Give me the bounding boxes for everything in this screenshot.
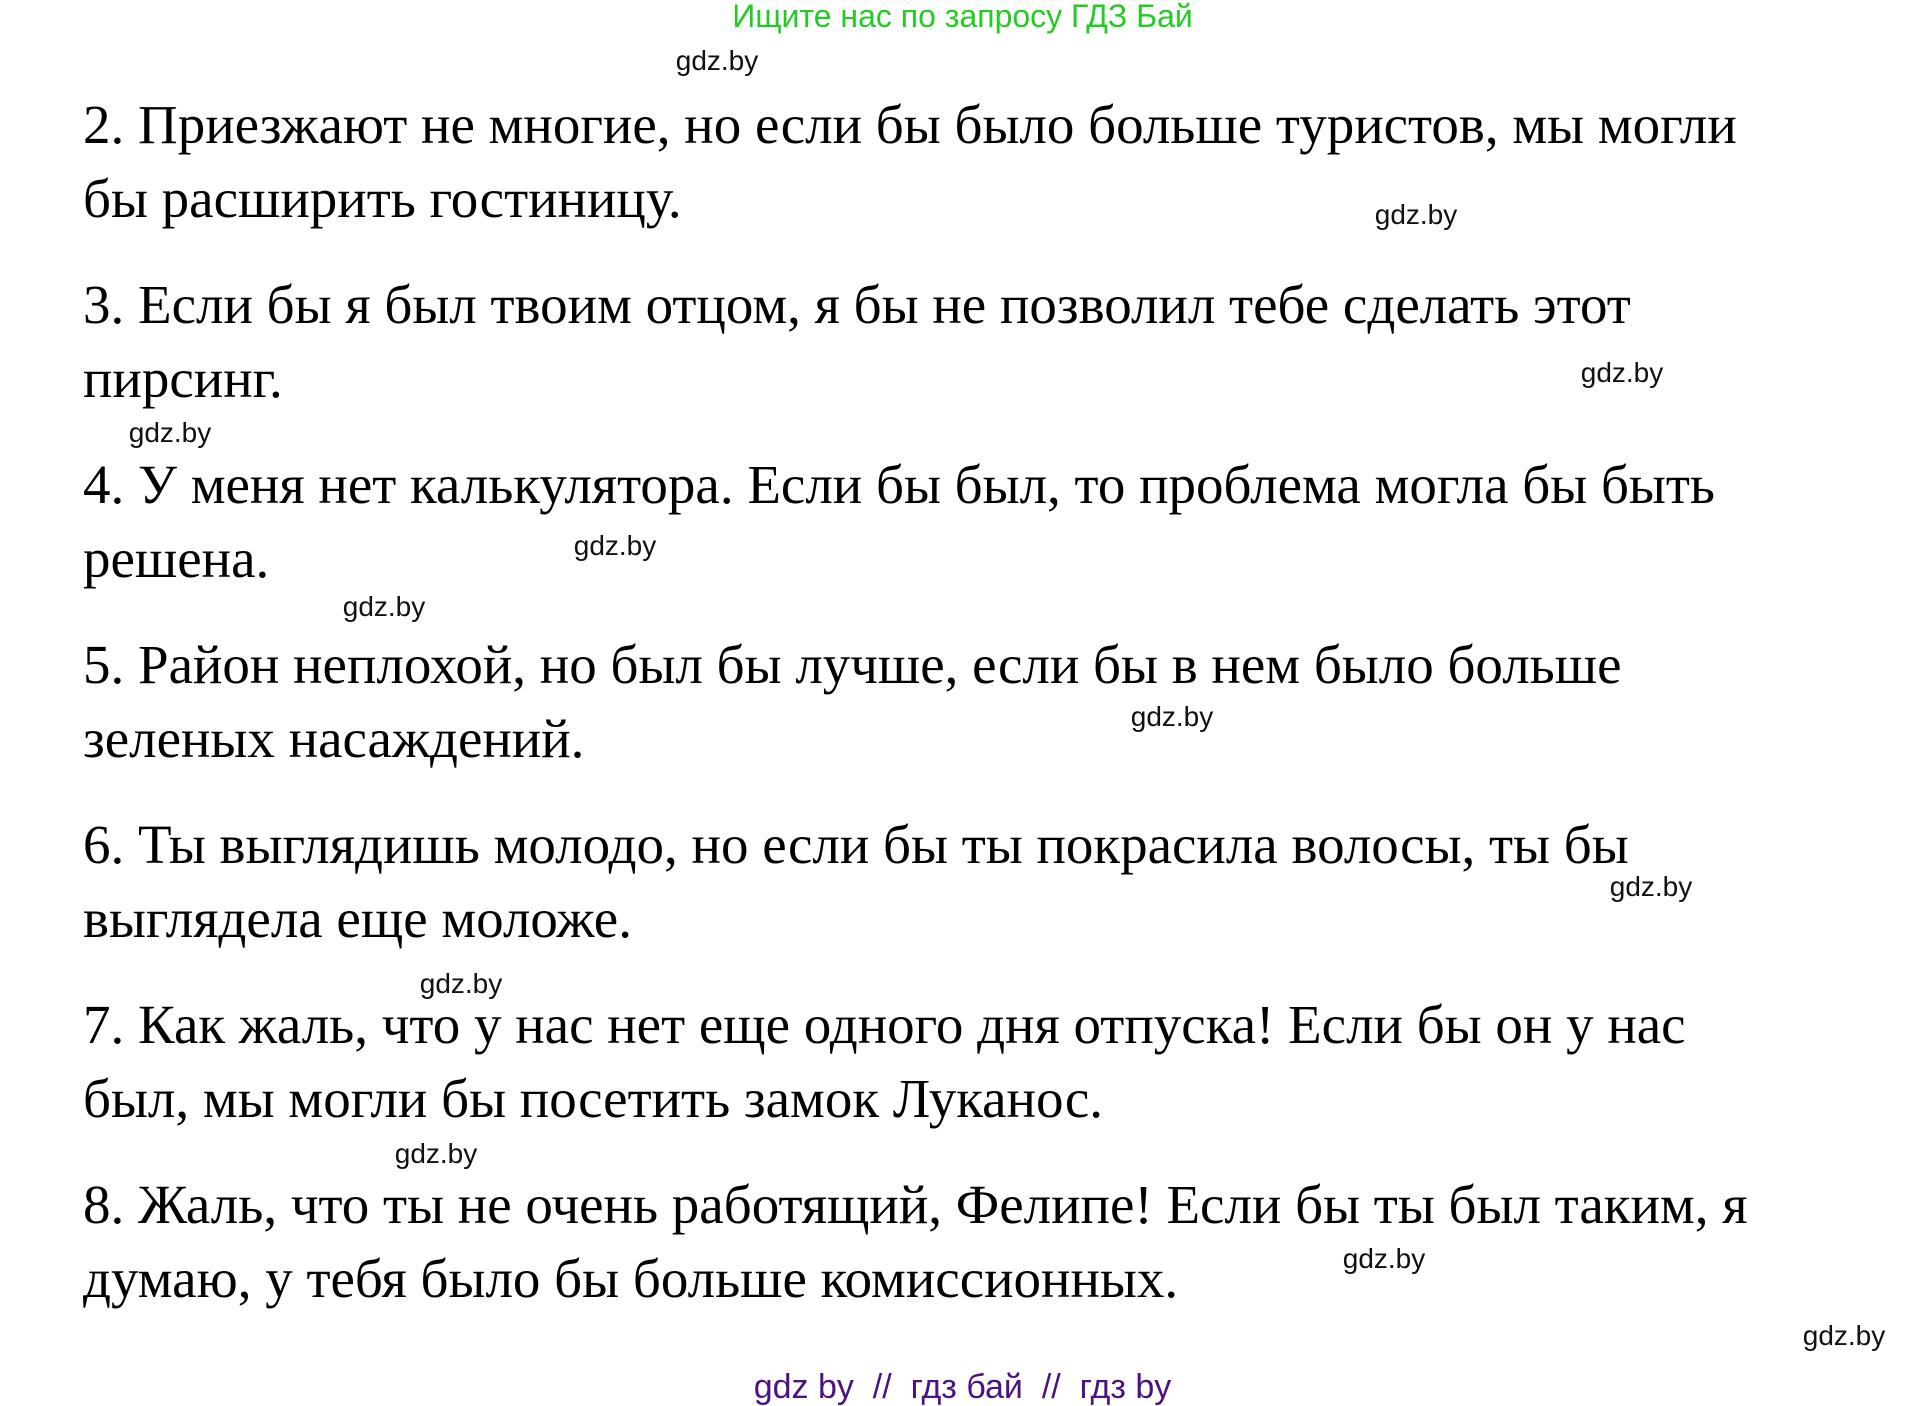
answer-line: 4. У меня нет калькулятора. Если бы был, то проблема могла бы быть: [83, 454, 1716, 515]
answer-line: 8. Жаль, что ты не очень работящий, Фелипе! Если бы ты был таким, я: [83, 1174, 1748, 1235]
footer-links: gdz by // гдз бай // гдз by: [753, 1368, 1172, 1406]
watermark: gdz.by: [128, 417, 212, 448]
watermark: gdz.by: [394, 1138, 478, 1169]
answer-line: 6. Ты выглядишь молодо, но если бы ты покрасила волосы, ты бы: [83, 814, 1629, 875]
answer-line: пирсинг.: [83, 348, 283, 409]
watermark: gdz.by: [1342, 1243, 1426, 1274]
watermark: gdz.by: [1130, 701, 1214, 732]
answer-line: думаю, у тебя было бы больше комиссионных.: [83, 1248, 1179, 1309]
watermark: gdz.by: [1609, 871, 1693, 902]
answer-line: бы расширить гостиницу.: [83, 168, 682, 229]
watermark: gdz.by: [573, 530, 657, 561]
answer-line: 3. Если бы я был твоим отцом, я бы не позволил тебе сделать этот: [83, 274, 1631, 335]
search-hint-banner: Ищите нас по запросу ГДЗ Бай: [732, 0, 1193, 34]
answer-line: 2. Приезжают не многие, но если бы было больше туристов, мы могли: [83, 94, 1737, 155]
watermark: gdz.by: [419, 968, 503, 999]
watermark: gdz.by: [1802, 1320, 1886, 1351]
answer-line: выглядела еще моложе.: [83, 888, 632, 949]
answer-line: был, мы могли бы посетить замок Луканос.: [83, 1068, 1104, 1129]
answer-line: решена.: [83, 528, 270, 589]
answer-line: 5. Район неплохой, но был бы лучше, если бы в нем было больше: [83, 634, 1622, 695]
answer-line: зеленых насаждений.: [83, 708, 585, 769]
watermark: gdz.by: [1580, 357, 1664, 388]
watermark: gdz.by: [675, 45, 759, 76]
answer-line: 7. Как жаль, что у нас нет еще одного дня отпуска! Если бы он у нас: [83, 994, 1686, 1055]
watermark: gdz.by: [1374, 199, 1458, 230]
watermark: gdz.by: [342, 591, 426, 622]
